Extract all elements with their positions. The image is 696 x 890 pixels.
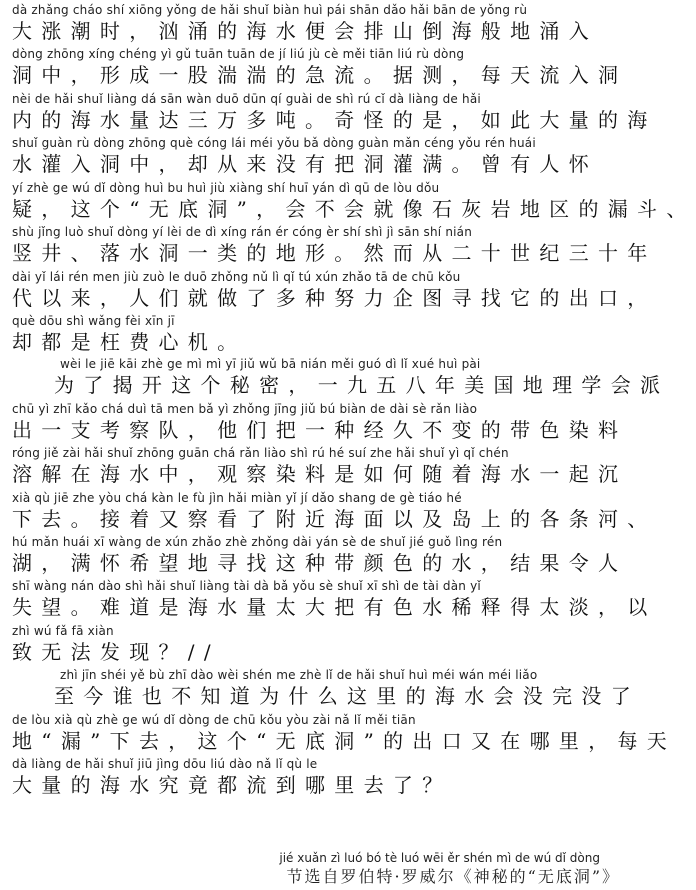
pinyin-line: xià qù jiē zhe yòu chá kàn le fù jìn hǎi miàn yǐ jí dǎo shang de gè tiáo hé — [12, 491, 462, 505]
pinyin-line: dài yǐ lái rén men jiù zuò le duō zhǒng nǔ lì qǐ tú xún zhǎo tā de chū kǒu — [12, 270, 461, 284]
hanzi-line: 疑，这个“无底洞”，会不会就像石灰岩地区的漏斗、 — [12, 197, 696, 221]
pinyin-line: yí zhè ge wú dǐ dòng huì bu huì jiù xiàng shí huī yán dì qū de lòu dǒu — [12, 181, 440, 195]
hanzi-line: 洞中，形成一股湍湍的急流。据测，每天流入洞 — [12, 63, 628, 87]
hanzi-line: 下去。接着又察看了附近海面以及岛上的各条河、 — [12, 507, 657, 531]
pinyin-line: dà liàng de hǎi shuǐ jiū jìng dōu liú dào nǎ lǐ qù le — [12, 757, 318, 771]
credit-pinyin: jié xuǎn zì luó bó tè luó wēi ěr shén mì de wú dǐ dòng — [279, 851, 600, 865]
hanzi-line: 失望。难道是海水量太大把有色水稀释得太淡，以 — [12, 595, 657, 619]
hanzi-line: 竖井、落水洞一类的地形。然而从二十世纪三十年 — [12, 241, 657, 265]
hanzi-line: 大量的海水究竟都流到哪里去了？ — [12, 773, 452, 797]
pinyin-line: nèi de hǎi shuǐ liàng dá sān wàn duō dūn qí guài de shì rú cǐ dà liàng de hǎi — [12, 92, 481, 106]
pinyin-line: róng jiě zài hǎi shuǐ zhōng guān chá rǎn liào shì rú hé suí zhe hǎi shuǐ yì qǐ chén — [12, 446, 509, 460]
hanzi-line: 却都是枉费心机。 — [12, 330, 247, 354]
hanzi-line: 为了揭开这个秘密，一九五八年美国地理学会派 — [54, 373, 670, 397]
pinyin-line: shù jǐng luò shuǐ dòng yí lèi de dì xíng rán ér cóng èr shí shì jì sān shí nián — [12, 225, 473, 239]
credit-source: 节选自罗伯特·罗威尔《神秘的“无底洞”》 — [286, 867, 620, 886]
hanzi-line: 内的海水量达三万多吨。奇怪的是，如此大量的海 — [12, 108, 657, 132]
hanzi-line: 水灌入洞中，却从来没有把洞灌满。曾有人怀 — [12, 152, 598, 176]
pinyin-line: hú mǎn huái xī wàng de xún zhǎo zhè zhǒng dài yán sè de shuǐ jié guǒ lìng rén — [12, 535, 503, 549]
pinyin-line: shī wàng nán dào shì hǎi shuǐ liàng tài dà bǎ yǒu sè shuǐ xī shì de tài dàn yǐ — [12, 579, 481, 593]
pinyin-line: chū yì zhī kǎo chá duì tā men bǎ yì zhǒng jīng jiǔ bú biàn de dài sè rǎn liào — [12, 402, 478, 416]
hanzi-line: 溶解在海水中，观察染料是如何随着海水一起沉 — [12, 462, 628, 486]
pinyin-line: dòng zhōng xíng chéng yì gǔ tuān tuān de jí liú jù cè měi tiān liú rù dòng — [12, 47, 465, 61]
hanzi-line: 出一支考察队，他们把一种经久不变的带色染料 — [12, 418, 628, 442]
pinyin-line: zhì jīn shéi yě bù zhī dào wèi shén me zhè lǐ de hǎi shuǐ huì méi wán méi liǎo — [60, 668, 538, 682]
hanzi-line: 代以来，人们就做了多种努力企图寻找它的出口， — [12, 286, 657, 310]
hanzi-line: 大涨潮时，汹涌的海水便会排山倒海般地涌入 — [12, 19, 598, 43]
pinyin-line: wèi le jiē kāi zhè ge mì mì yī jiǔ wǔ bā nián měi guó dì lǐ xué huì pài — [60, 357, 481, 371]
hanzi-line: 地“漏”下去，这个“无底洞”的出口又在哪里，每天 — [12, 729, 677, 753]
pinyin-line: zhì wú fǎ fā xiàn — [12, 624, 114, 638]
pinyin-line: de lòu xià qù zhè ge wú dǐ dòng de chū kǒu yòu zài nǎ lǐ měi tiān — [12, 713, 416, 727]
pinyin-line: dà zhǎng cháo shí xiōng yǒng de hǎi shuǐ biàn huì pái shān dǎo hǎi bān de yǒng rù — [12, 3, 528, 17]
pinyin-line: què dōu shì wǎng fèi xīn jī — [12, 314, 175, 328]
hanzi-line: 湖，满怀希望地寻找这种带颜色的水，结果令人 — [12, 551, 628, 575]
hanzi-line: 致无法发现？// — [12, 640, 220, 664]
hanzi-line: 至今谁也不知道为什么这里的海水会没完没了 — [54, 684, 640, 708]
pinyin-line: shuǐ guàn rù dòng zhōng què cóng lái méi yǒu bǎ dòng guàn mǎn céng yǒu rén huái — [12, 136, 536, 150]
